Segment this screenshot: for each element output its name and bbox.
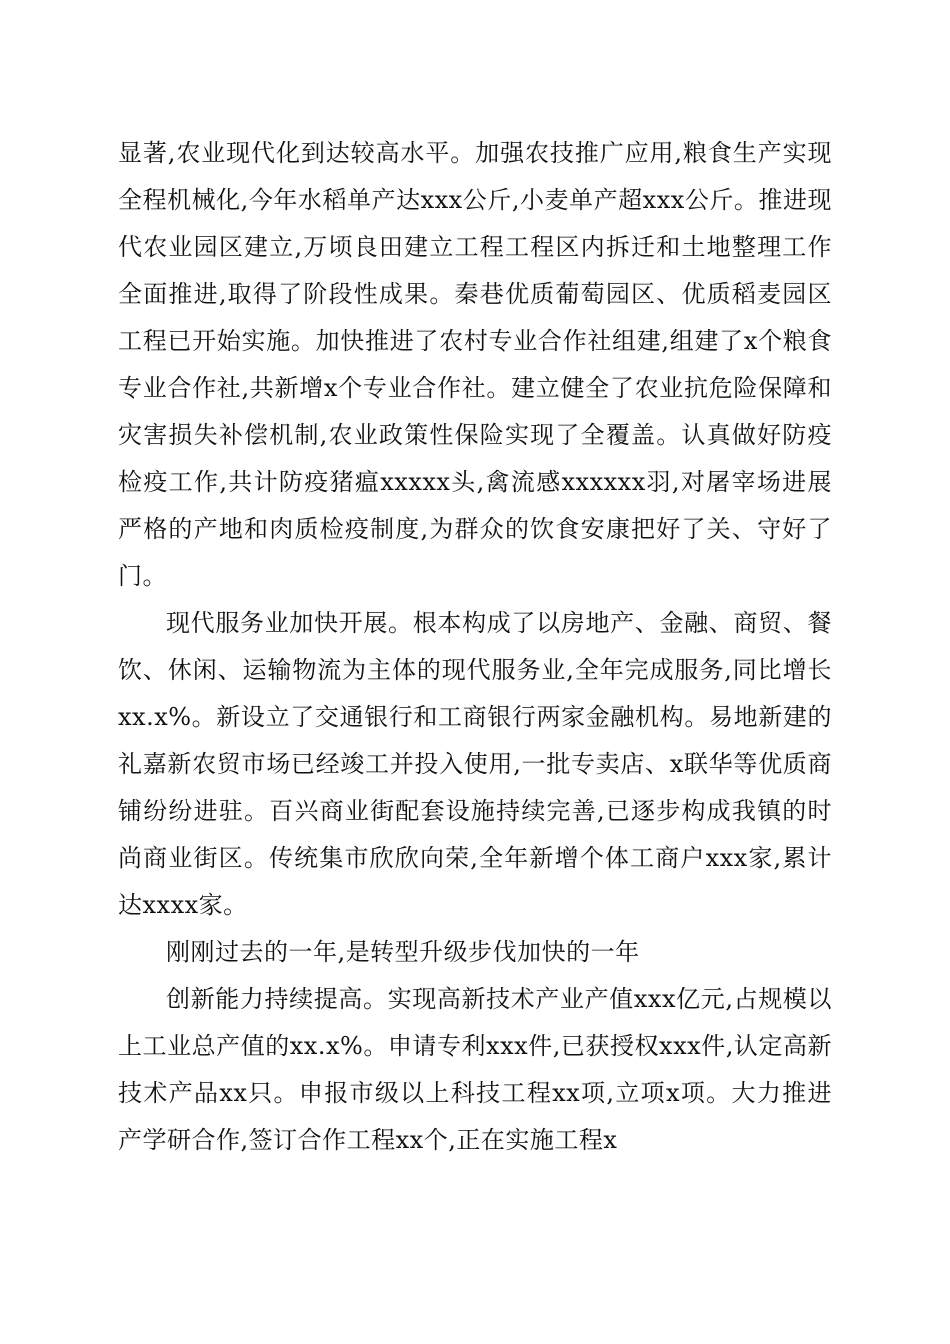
paragraph-innovation: 创新能力持续提高。实现高新技术产业产值xxx亿元,占规模以上工业总产值的xx.x%。申请专利xxx件,已获授权xxx件,认定高新技术产品xx只。申报市级以上科技工程xx项,立项x项。大力推进产学研合作,签订合作工程xx个,正在实施工程x [118, 985, 832, 1154]
paragraph-service-industry: 现代服务业加快开展。根本构成了以房地产、金融、商贸、餐饮、休闲、运输物流为主体的现代服务业,全年完成服务,同比增长xx.x%。新设立了交通银行和工商银行两家金融机构。易地新建的礼嘉新农贸市场已经竣工并投入使用,一批专卖店、x联华等优质商铺纷纷进驻。百兴商业街配套设施持续完善,已逐步构成我镇的时尚商业街区。传统集市欣欣向荣,全年新增个体工商户xxx家,累计达xxxx家。 [118, 609, 832, 919]
paragraph-heading-transformation: 刚刚过去的一年,是转型升级步伐加快的一年 [166, 938, 640, 966]
document-page [118, 130, 832, 1164]
paragraph-agriculture: 显著,农业现代化到达较高水平。加强农技推广应用,粮食生产实现全程机械化,今年水稻单产达xxx公斤,小麦单产超xxx公斤。推进现代农业园区建立,万顷良田建立工程工程区内拆迁和土地整理工作全面推进,取得了阶段性成果。秦巷优质葡萄园区、优质稻麦园区工程已开始实施。加快推进了农村专业合作社组建,组建了x个粮食专业合作社,共新增x个专业合作社。建立健全了农业抗危险保障和灾害损失补偿机制,农业政策性保险实现了全覆盖。认真做好防疫检疫工作,共计防疫猪瘟xxxxx头,禽流感xxxxxx羽,对屠宰场进展严格的产地和肉质检疫制度,为群众的饮食安康把好了关、守好了门。 [118, 139, 832, 590]
